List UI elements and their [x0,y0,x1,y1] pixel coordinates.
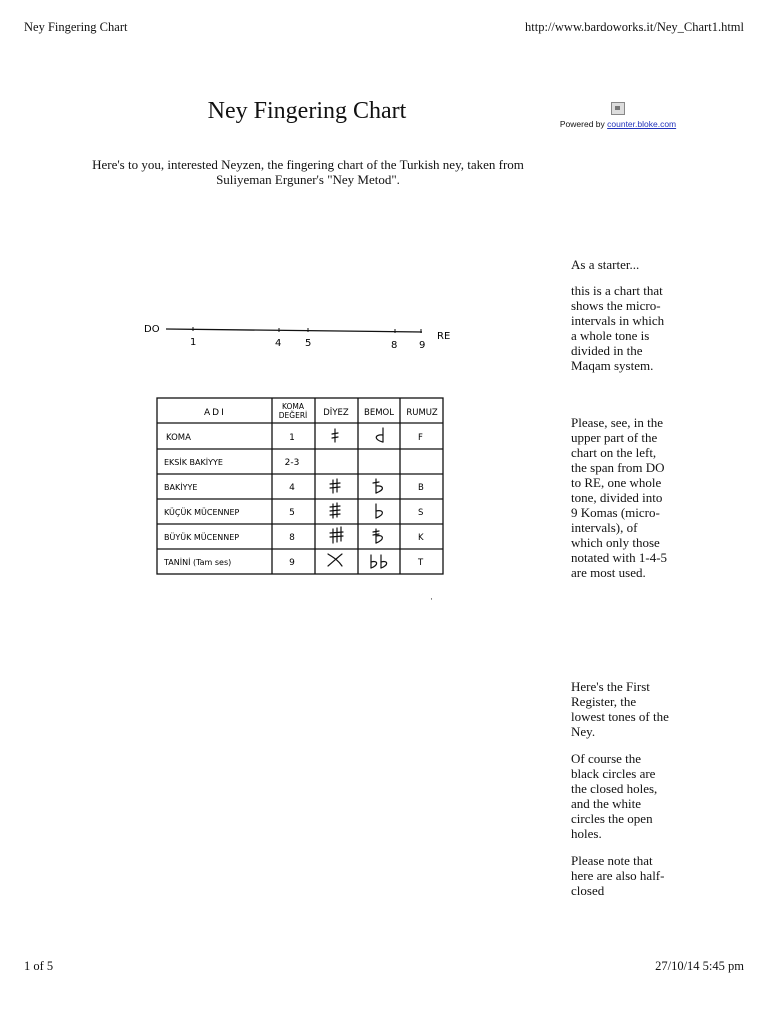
print-header-title: Ney Fingering Chart [24,20,128,34]
scale-label-re: RE [437,331,451,342]
table-koma-value: 5 [289,508,295,518]
sidebar-paragraph: Here's the First Register, the lowest tones of the Ney. [571,679,669,739]
sidebar-paragraph: Please note that here are also half-closed [571,853,665,898]
counter-link[interactable]: counter.bloke.com [607,119,677,129]
scale-tick-label: 4 [275,338,282,349]
counter-image-icon [611,102,625,115]
table-row-name: BAKİYYE [164,483,198,492]
intro-text: Here's to you, interested Neyzen, the fingering chart of the Turkish ney, taken from Suliyeman Erguner's "Ney Metod". [92,157,524,187]
scale-tick-label: 5 [305,338,312,349]
scale-tick-label: 8 [391,340,398,351]
table-rumuz: K [418,533,424,543]
print-footer-page: 1 of 5 [24,959,54,973]
page-title: Ney Fingering Chart [207,98,407,124]
sidebar-paragraph: this is a chart that shows the micro-intervals in which a whole tone is divided in the Maqam system. [571,283,665,373]
table-rumuz: S [418,508,424,518]
kucuk-mucennep-sharp-symbol [330,503,340,518]
counter-prefix: Powered by [559,119,605,129]
double-sharp-symbol [328,554,342,566]
table-rumuz: B [418,483,424,493]
kucuk-mucennep-flat-symbol [376,504,382,518]
table-koma-value: 9 [289,558,295,568]
table-koma-value: 2-3 [284,458,300,468]
table-header-rumuz: RUMUZ [406,408,438,418]
table-header-bemol: BEMOL [364,408,394,418]
table-header-adi: ADI [204,408,226,418]
buyuk-mucennep-flat-symbol [373,529,382,543]
scan-speck: · [430,594,433,604]
koma-scale-diagram [140,318,460,358]
table-koma-value: 4 [289,483,295,493]
table-row-name: KÜÇÜK MÜCENNEP [164,508,240,517]
scale-label-do: DO [144,324,160,335]
koma-sharp-symbol [332,429,338,442]
print-header-url[interactable]: http://www.bardoworks.it/Ney_Chart1.html [525,20,744,34]
table-row-name: EKSİK BAKİYYE [164,458,223,467]
table-row-name: TANİNİ (Tam ses) [164,558,232,567]
double-flat-symbol [371,555,387,568]
koma-table [152,396,448,580]
buyuk-mucennep-sharp-symbol [330,527,343,543]
sidebar-paragraph: Of course the black circles are the closed holes, and the white circles the open holes. [571,751,658,841]
bakiyye-flat-symbol [373,479,382,493]
table-rumuz: F [418,433,423,443]
table-row-name: KOMA [166,433,191,443]
scale-tick-label: 9 [419,340,426,351]
counter-widget [548,102,688,129]
table-koma-value: 1 [289,433,295,443]
table-header-diyez: DİYEZ [323,408,349,418]
scale-tick-label: 1 [190,337,197,348]
sidebar-paragraph: As a starter... [571,257,640,272]
print-footer-timestamp: 27/10/14 5:45 pm [655,959,744,973]
koma-flat-symbol [376,428,383,442]
table-rumuz: T [418,558,424,568]
sidebar-paragraph: Please, see, in the upper part of the chart on the left, the span from DO to RE, one whole tone, divided into 9 Komas (micro-intervals), of which only those notated with 1-4-5 are most used. [571,415,668,580]
table-koma-value: 8 [289,533,295,543]
bakiyye-sharp-symbol [330,479,340,493]
table-row-name: BÜYÜK MÜCENNEP [164,533,240,542]
table-header-koma: KOMA DEĞERİ [278,402,308,420]
